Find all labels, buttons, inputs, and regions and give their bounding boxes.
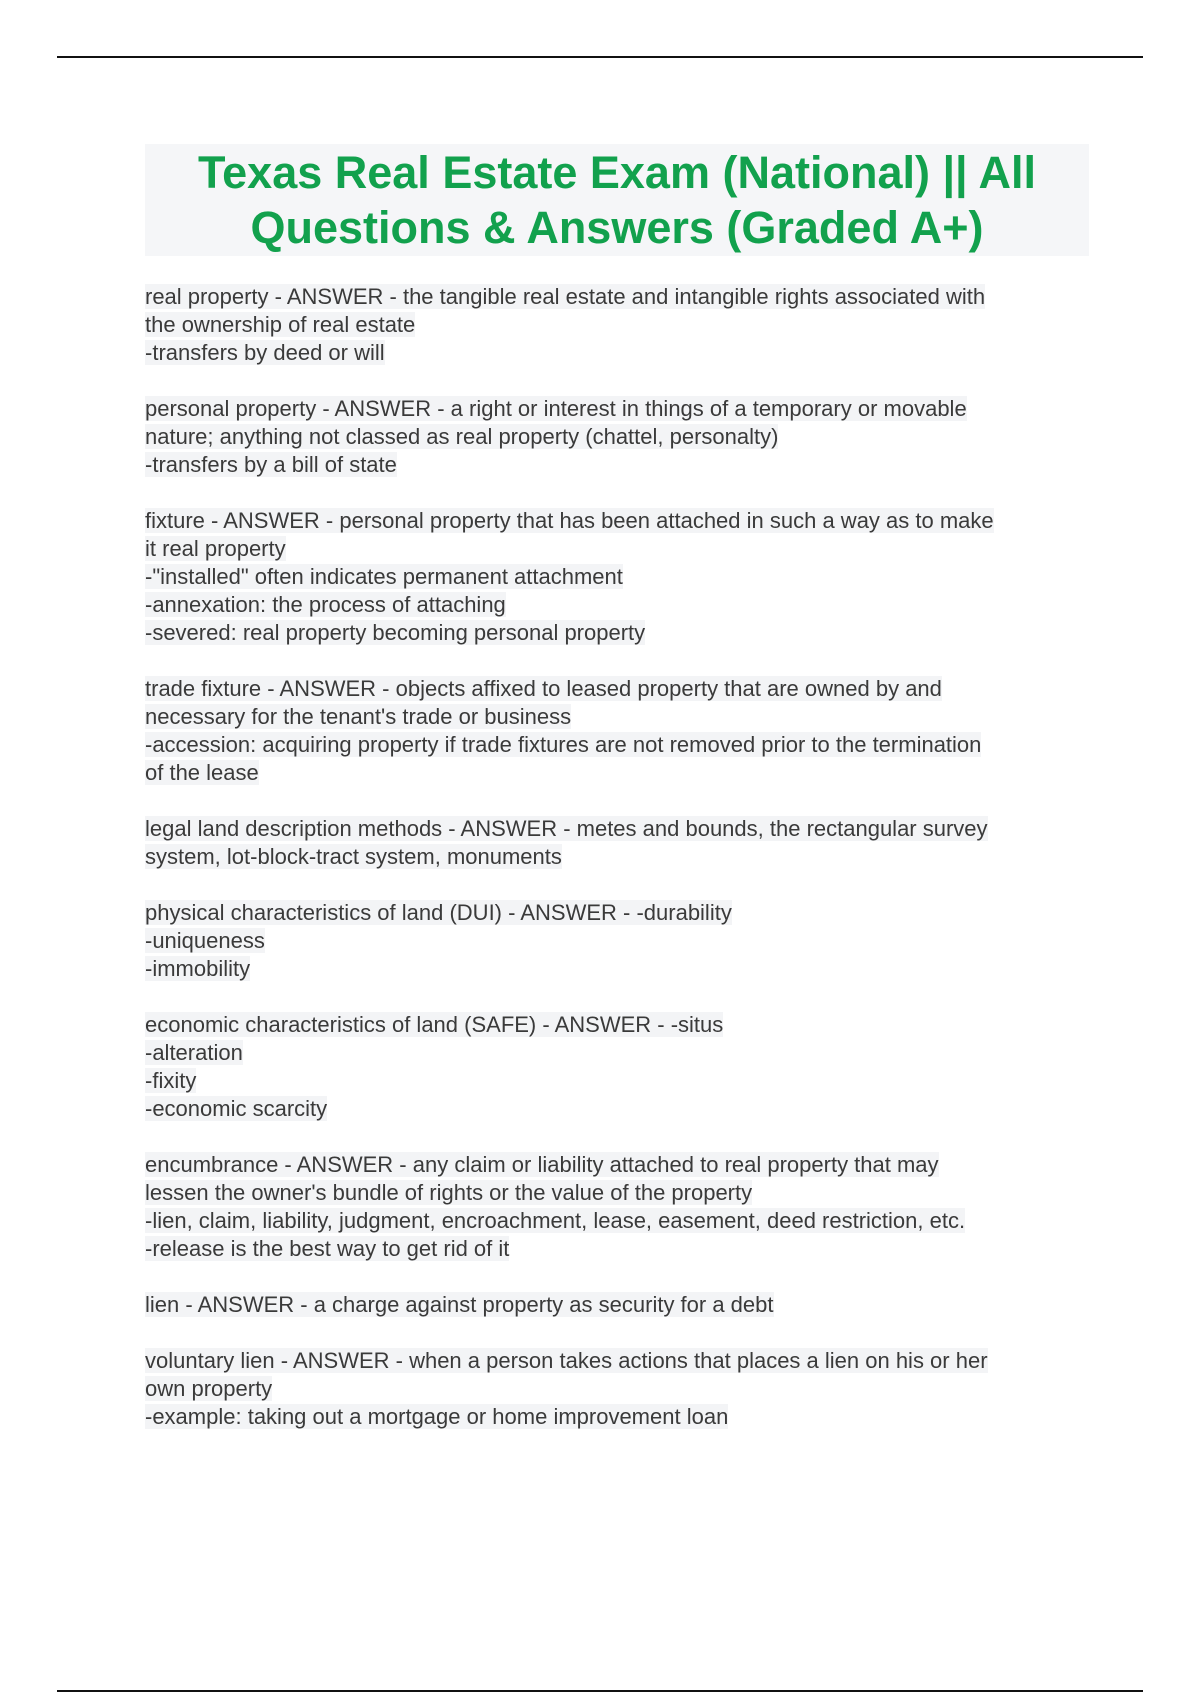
entry-line-text: the ownership of real estate xyxy=(145,312,416,337)
entry-line xyxy=(145,955,1089,983)
entry-line-text: -annexation: the process of attaching xyxy=(145,592,506,617)
title-line: Texas Real Estate Exam (National) || All xyxy=(198,147,1036,198)
entry-line xyxy=(145,675,1089,703)
entry-line xyxy=(145,423,1089,451)
qa-entry xyxy=(145,1291,1089,1319)
entry-line xyxy=(145,619,1089,647)
entry-line xyxy=(145,339,1089,367)
qa-entry xyxy=(145,395,1089,479)
qa-entry xyxy=(145,283,1089,367)
entry-line-text: trade fixture - ANSWER - objects affixed to leased property that are owned by and xyxy=(145,676,942,701)
entry-line-text: necessary for the tenant's trade or business xyxy=(145,704,572,729)
entry-line xyxy=(145,283,1089,311)
entry-line-text: fixture - ANSWER - personal property that has been attached in such a way as to make xyxy=(145,508,994,533)
top-rule xyxy=(57,56,1143,58)
entry-line xyxy=(145,1151,1089,1179)
entry-line xyxy=(145,451,1089,479)
entry-line xyxy=(145,311,1089,339)
entry-line xyxy=(145,1011,1089,1039)
entry-line xyxy=(145,703,1089,731)
entry-line xyxy=(145,507,1089,535)
qa-list xyxy=(145,283,1089,1459)
entry-line-text: lien - ANSWER - a charge against property as security for a debt xyxy=(145,1292,774,1317)
entry-line-text: encumbrance - ANSWER - any claim or liability attached to real property that may xyxy=(145,1152,939,1177)
qa-entry xyxy=(145,1347,1089,1431)
entry-line xyxy=(145,535,1089,563)
entry-line xyxy=(145,591,1089,619)
entry-line-text: -release is the best way to get rid of it xyxy=(145,1236,510,1261)
entry-line-text: voluntary lien - ANSWER - when a person takes actions that places a lien on his or her xyxy=(145,1348,988,1373)
entry-line xyxy=(145,731,1089,759)
entry-line-text: of the lease xyxy=(145,760,259,785)
document-title xyxy=(198,145,1036,255)
entry-line-text: legal land description methods - ANSWER - metes and bounds, the rectangular survey xyxy=(145,816,988,841)
entry-line-text: -alteration xyxy=(145,1040,243,1065)
entry-line-text: -transfers by deed or will xyxy=(145,340,385,365)
bottom-rule xyxy=(57,1690,1143,1692)
entry-line xyxy=(145,1347,1089,1375)
entry-line xyxy=(145,1403,1089,1431)
entry-line xyxy=(145,1235,1089,1263)
entry-line-text: -economic scarcity xyxy=(145,1096,328,1121)
qa-entry xyxy=(145,507,1089,647)
entry-line-text: -accession: acquiring property if trade fixtures are not removed prior to the termination xyxy=(145,732,982,757)
title-banner xyxy=(145,144,1089,256)
entry-line-text: -example: taking out a mortgage or home improvement loan xyxy=(145,1404,729,1429)
entry-line xyxy=(145,843,1089,871)
qa-entry xyxy=(145,815,1089,871)
entry-line xyxy=(145,1095,1089,1123)
entry-line-text: -"installed" often indicates permanent attachment xyxy=(145,564,623,589)
entry-line xyxy=(145,1291,1089,1319)
entry-line-text: lessen the owner's bundle of rights or the value of the property xyxy=(145,1180,753,1205)
title-line: Questions & Answers (Graded A+) xyxy=(250,202,984,253)
entry-line-text: -lien, claim, liability, judgment, encroachment, lease, easement, deed restriction, etc. xyxy=(145,1208,966,1233)
entry-line xyxy=(145,1067,1089,1095)
entry-line-text: -immobility xyxy=(145,956,251,981)
qa-entry xyxy=(145,899,1089,983)
entry-line-text: -uniqueness xyxy=(145,928,265,953)
entry-line-text: -severed: real property becoming personal property xyxy=(145,620,646,645)
entry-line-text: system, lot-block-tract system, monuments xyxy=(145,844,562,869)
entry-line-text: own property xyxy=(145,1376,273,1401)
entry-line-text: -fixity xyxy=(145,1068,197,1093)
entry-line-text: it real property xyxy=(145,536,286,561)
entry-line xyxy=(145,1039,1089,1067)
entry-line xyxy=(145,1375,1089,1403)
entry-line xyxy=(145,395,1089,423)
entry-line xyxy=(145,1207,1089,1235)
qa-entry xyxy=(145,1151,1089,1263)
entry-line-text: nature; anything not classed as real property (chattel, personalty) xyxy=(145,424,779,449)
entry-line xyxy=(145,899,1089,927)
entry-line xyxy=(145,759,1089,787)
entry-line-text: personal property - ANSWER - a right or interest in things of a temporary or movable xyxy=(145,396,967,421)
entry-line-text: physical characteristics of land (DUI) - ANSWER - -durability xyxy=(145,900,732,925)
entry-line xyxy=(145,563,1089,591)
entry-line xyxy=(145,815,1089,843)
entry-line-text: -transfers by a bill of state xyxy=(145,452,397,477)
entry-line xyxy=(145,927,1089,955)
entry-line-text: economic characteristics of land (SAFE) - ANSWER - -situs xyxy=(145,1012,724,1037)
entry-line-text: real property - ANSWER - the tangible real estate and intangible rights associated with xyxy=(145,284,986,309)
entry-line xyxy=(145,1179,1089,1207)
qa-entry xyxy=(145,1011,1089,1123)
qa-entry xyxy=(145,675,1089,787)
